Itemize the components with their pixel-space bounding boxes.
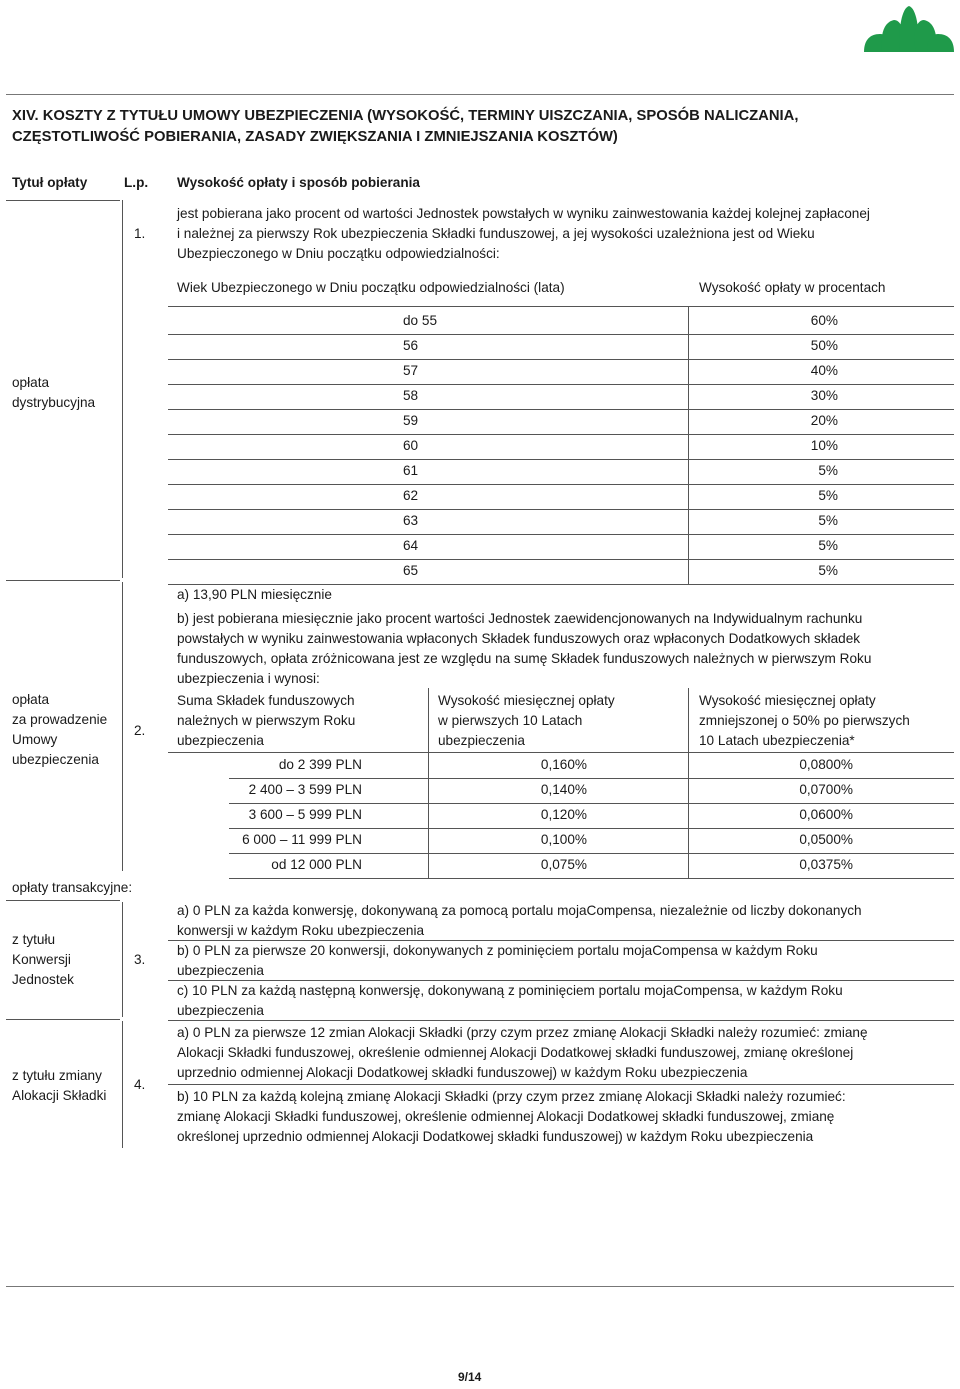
fee1-row-age: 63 <box>403 513 419 528</box>
fee1-row-fee: 20% <box>810 413 838 428</box>
fee2-row-rule <box>229 878 954 879</box>
fee1-row-fee: 40% <box>810 363 838 378</box>
fee2-row-reduced: 0,0600% <box>799 807 853 822</box>
fee4-name: z tytułu zmiany Alokacji Składki <box>12 1068 107 1103</box>
fee2-table-header-fee: Wysokość miesięcznej opłaty w pierwszych 10 Latach ubezpieczenia <box>438 693 615 748</box>
fee2-row-fee: 0,160% <box>540 757 587 772</box>
fee3-divider-c <box>168 1020 954 1021</box>
fee2-row-reduced: 0,0800% <box>799 757 853 772</box>
fee2-row-sum: 6 000 – 11 999 PLN <box>242 832 362 847</box>
fee2-table-divider <box>688 688 689 879</box>
fee1-row-rule <box>168 509 954 510</box>
fee1-table-header-age: Wiek Ubezpieczonego w Dniu początku odpowiedzialności (lata) <box>177 280 565 295</box>
fee2-table-header-reduced: Wysokość miesięcznej opłaty zmniejszonej o 50% po pierwszych 10 Latach ubezpieczenia* <box>699 693 910 748</box>
logo-petal-right <box>927 34 954 52</box>
fee3-option-b: b) 0 PLN za pierwsze 20 konwersji, dokonywanych z pominięciem portalu mojaCompensa w każdym Roku ubezpieczenia <box>177 943 818 978</box>
column-divider-1 <box>122 200 123 578</box>
fee3-option-a: a) 0 PLN za każda konwersję, dokonywaną za pomocą portalu mojaCompensa, niezależnie od liczby dokonanych konwersji w każdym Roku ubezpieczenia <box>177 903 862 938</box>
fee2-row-reduced: 0,0375% <box>799 857 853 872</box>
fee1-row-age: 60 <box>403 438 419 453</box>
fee2-table-divider <box>428 688 429 879</box>
header-lp: L.p. <box>124 175 149 190</box>
fee1-row-age: 61 <box>403 463 419 478</box>
fee1-row-rule <box>168 384 954 385</box>
fee2-row-sum: 2 400 – 3 599 PLN <box>248 782 362 797</box>
fee1-row-fee: 5% <box>818 488 838 503</box>
fee1-row-fee: 50% <box>810 338 838 353</box>
fee1-number: 1. <box>134 226 146 241</box>
fee1-row-rule <box>168 334 954 335</box>
column-divider-4 <box>122 1021 123 1148</box>
fee1-row-age: 56 <box>403 338 419 353</box>
fee2-row-sum: 3 600 – 5 999 PLN <box>248 807 362 822</box>
fee2-number: 2. <box>134 723 146 738</box>
fee2-row-sum: od 12 000 PLN <box>271 857 362 872</box>
fee1-row-fee: 10% <box>810 438 838 453</box>
separator-fee2 <box>6 580 120 581</box>
fee1-row-age: 64 <box>403 538 419 553</box>
top-rule <box>6 94 954 95</box>
fee1-row-rule <box>168 559 954 560</box>
fee1-row-fee: 5% <box>818 563 838 578</box>
fee1-row-age: 65 <box>403 563 419 578</box>
fee1-row-rule <box>168 484 954 485</box>
fee2-table-header-sum: Suma Składek funduszowych należnych w pierwszym Roku ubezpieczenia <box>177 693 356 748</box>
fee1-name: opłata dystrybucyjna <box>12 375 96 410</box>
transactional-fees-label: opłaty transakcyjne: <box>12 880 133 895</box>
fee1-table-top-rule <box>168 306 954 307</box>
fee1-row-fee: 5% <box>818 463 838 478</box>
fee1-row-age: 59 <box>403 413 419 428</box>
fee2-option-b: b) jest pobierana miesięcznie jako procent wartości Jednostek zaewidencjonowanych na Indywidualnym rachunku powstałych w wyniku zainwestowania wpłaconych Składek funduszowych oraz wpłaconych Dodatkowych składek funduszowych, opłata zróżnicowana jest ze względu na sumę Składek funduszowych należnych w pierwszym Roku ubezpieczenia i wynosi: <box>177 611 872 686</box>
fee2-row-rule <box>229 803 954 804</box>
fee2-row-rule <box>229 778 954 779</box>
fee1-row-fee: 5% <box>818 513 838 528</box>
fee2-option-a: a) 13,90 PLN miesięcznie <box>177 587 332 602</box>
bottom-rule <box>6 1286 954 1287</box>
fee1-table-header-fee: Wysokość opłaty w procentach <box>699 280 886 295</box>
fee2-row-fee: 0,075% <box>540 857 587 872</box>
fee2-row-rule <box>229 853 954 854</box>
page-number: 9/14 <box>458 1370 482 1384</box>
fee1-row-rule <box>168 459 954 460</box>
header-fee-title: Tytuł opłaty <box>12 175 88 190</box>
column-divider-2 <box>122 582 123 871</box>
fee3-number: 3. <box>134 952 146 967</box>
header-amount: Wysokość opłaty i sposób pobierania <box>177 175 420 190</box>
fee1-row-age: 62 <box>403 488 419 503</box>
separator-fee4 <box>6 1019 120 1020</box>
fee1-row-age: do 55 <box>403 313 438 328</box>
fee1-table-divider <box>688 306 689 584</box>
fee3-option-c: c) 10 PLN za każdą następną konwersję, dokonywaną z pominięciem portalu mojaCompensa, w każdym Roku ubezpieczenia <box>177 983 843 1018</box>
section-title: XIV. KOSZTY Z TYTUŁU UMOWY UBEZPIECZENIA (WYSOKOŚĆ, TERMINY UISZCZANIA, SPOSÓB NALICZANIA, CZĘSTOTLIWOŚĆ POBIERANIA, ZASADY ZWIĘKSZANIA I ZMNIEJSZANIA KOSZTÓW) <box>12 108 799 145</box>
fee2-table-header-rule <box>168 752 954 753</box>
fee1-row-rule <box>168 409 954 410</box>
fee3-name: z tytułu Konwersji Jednostek <box>12 932 74 987</box>
fee2-row-sum: do 2 399 PLN <box>278 757 362 772</box>
fee1-row-age: 58 <box>403 388 419 403</box>
fee4-option-a: a) 0 PLN za pierwsze 12 zmian Alokacji Składki (przy czym przez zmianę Alokacji Składki należy rozumieć: zmianę Alokacji Składki funduszowej, określenie odmiennej Alokacji Dodatkowej składki funduszowej, zmianę określonej uprzednio odmiennej Alokacji Dodatkowej składki funduszowej) w każdym Roku ubezpieczenia <box>177 1025 868 1080</box>
column-divider-3 <box>122 902 123 1017</box>
fee2-row-reduced: 0,0700% <box>799 782 853 797</box>
fee1-description: jest pobierana jako procent od wartości Jednostek powstałych w wyniku zainwestowania każdej kolejnej zapłaconej i należnej za pierwszy Rok ubezpieczenia Składki funduszowej, a jej wysokości uzależniona jest od Wieku Ubezpieczonego w Dniu początku odpowiedzialności: <box>177 206 870 261</box>
fee1-row-rule <box>168 434 954 435</box>
fee4-option-b: b) 10 PLN za każdą kolejną zmianę Alokacji Składki (przy czym przez zmianę Alokacji Składki należy rozumieć: zmianę Alokacji Składki funduszowej, określenie odmiennej Alokacji Dodatkowej składki funduszowej, zmianę określonej uprzednio odmiennej Alokacji Dodatkowej składki funduszowej) w każdym Roku ubezpieczenia <box>177 1089 846 1144</box>
fee2-row-rule <box>229 828 954 829</box>
separator-fee3 <box>6 900 120 901</box>
fee1-row-fee: 30% <box>810 388 838 403</box>
fee2-name: opłata za prowadzenie Umowy ubezpieczenia <box>12 692 108 767</box>
company-logo <box>862 4 956 54</box>
fee1-row-rule <box>168 534 954 535</box>
fee4-number: 4. <box>134 1077 146 1092</box>
fee4-divider-a <box>168 1084 954 1085</box>
fee1-row-fee: 5% <box>818 538 838 553</box>
separator-fee1 <box>6 200 120 201</box>
fee2-row-fee: 0,140% <box>540 782 587 797</box>
fee2-row-fee: 0,120% <box>540 807 587 822</box>
fee1-row-rule <box>168 359 954 360</box>
fee1-row-fee: 60% <box>810 313 838 328</box>
fee2-row-reduced: 0,0500% <box>799 832 853 847</box>
fee2-row-fee: 0,100% <box>540 832 587 847</box>
fee1-row-age: 57 <box>403 363 419 378</box>
